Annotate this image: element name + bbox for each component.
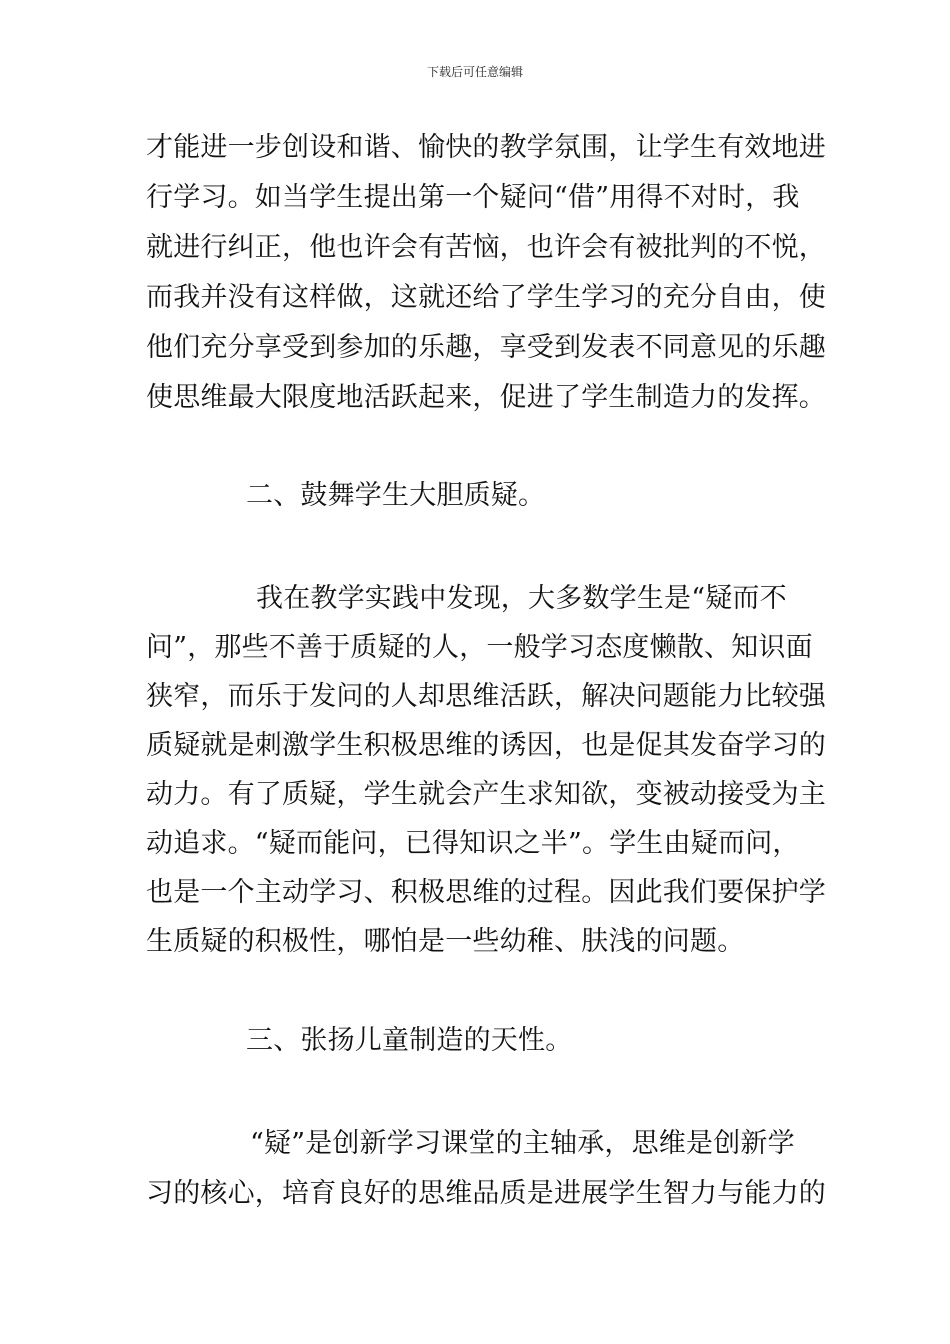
page-header: 下载后可任意编辑 [426,65,523,79]
paragraph-line: 动力。有了质疑，学生就会产生求知欲，变被动接受为主 [146,779,826,810]
paragraph-line: 就进行纠正，他也许会有苦恼，也许会有被批判的不悦， [146,232,826,263]
paragraph-line: 动追求。“疑而能问，已得知识之半”。学生由疑而问， [146,828,800,859]
paragraph-line: 问”，那些不善于质疑的人，一般学习态度懒散、知识面 [146,632,813,663]
paragraph-line: 狭窄，而乐于发问的人却思维活跃，解决问题能力比较强 [146,681,826,712]
paragraph-line: 才能进一步创设和谐、愉快的教学氛围，让学生有效地进 [146,132,826,163]
paragraph-line: 使思维最大限度地活跃起来，促进了学生制造力的发挥。 [146,382,826,413]
paragraph-line: 也是一个主动学习、积极思维的过程。因此我们要保护学 [146,877,826,908]
paragraph-line: 生质疑的积极性，哪怕是一些幼稚、肤浅的问题。 [146,926,745,957]
paragraph-line: 而我并没有这样做，这就还给了学生学习的充分自由，使 [146,282,826,313]
section-heading-2: 二、鼓舞学生大胆质疑。 [246,480,546,511]
paragraph-line: “疑”是创新学习课堂的主轴承，思维是创新学 [250,1128,795,1159]
paragraph-line: 质疑就是刺激学生积极思维的诱因，也是促其发奋学习的 [146,730,826,761]
paragraph-line: 我在教学实践中发现，大多数学生是“疑而不 [256,583,787,614]
paragraph-line: 行学习。如当学生提出第一个疑问“借”用得不对时，我 [146,182,800,213]
paragraph-line: 他们充分享受到参加的乐趣，享受到发表不同意见的乐趣 [146,332,826,363]
paragraph-line: 习的核心，培育良好的思维品质是进展学生智力与能力的 [146,1178,826,1209]
section-heading-3: 三、张扬儿童制造的天性。 [246,1025,573,1056]
